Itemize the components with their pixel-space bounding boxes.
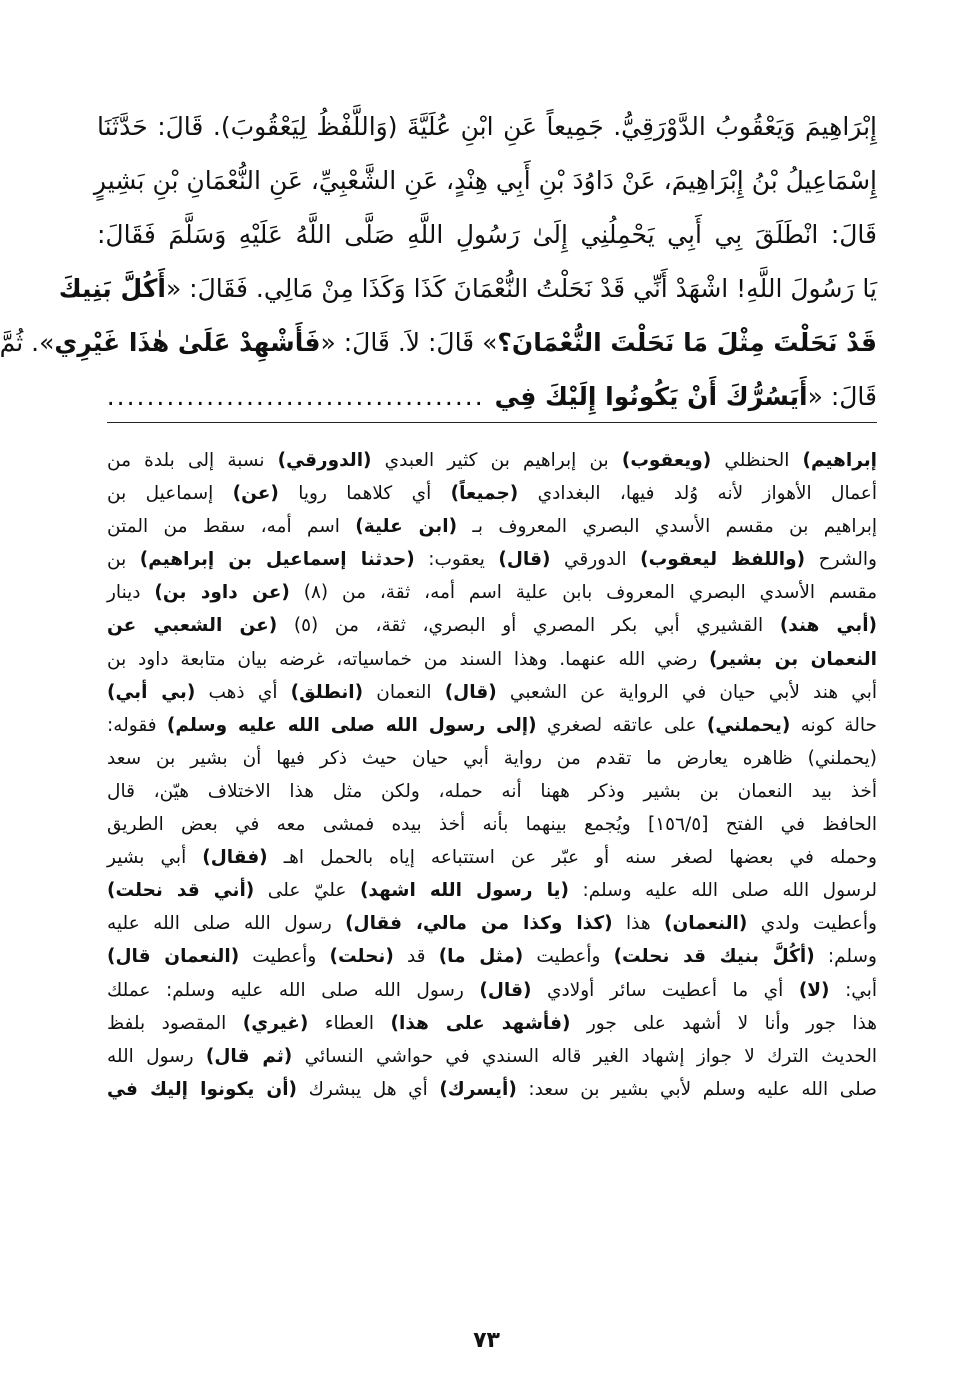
footnote-divider bbox=[107, 422, 877, 423]
commentary-line: أبي هند لأبي حيان في الرواية عن الشعبي (قال) النعمان (انطلق) أي ذهب (بي أبي) bbox=[107, 681, 878, 703]
commentary-line: (يحملني) ظاهره يعارض ما تقدم من رواية أبي حيان حيث ذكر فيها أن بشير بن سعد bbox=[107, 747, 877, 769]
commentary-line: الحافظ في الفتح [١٥٦/٥] ويُجمع بينهما بأنه أخذ بيده فمشى معه في بعض الطريق bbox=[107, 814, 877, 836]
commentary-line: صلى الله عليه وسلم لأبي بشير بن سعد: (أيسرك) أي هل يبشرك (أن يكونوا إليك في bbox=[107, 1078, 877, 1100]
continuation-dots: ...................................... bbox=[106, 382, 485, 411]
hadith-line: إِسْمَاعِيلُ بْنُ إِبْرَاهِيمَ، عَنْ دَاوُدَ بْنِ أَبِي هِنْدٍ، عَنِ الشَّعْبِيِّ، عَنِ النُّعْمَانِ بْنِ بَشِيرٍ bbox=[93, 166, 877, 195]
commentary-line: وأعطيت ولدي (النعمان) هذا (كذا وكذا من مالي، فقال) رسول الله صلى الله عليه bbox=[107, 913, 877, 935]
commentary-line: (أبي هند) القشيري أبي بكر المصري أو البصري، ثقة، من (٥) (عن الشعبي عن bbox=[107, 615, 878, 637]
hadith-line: قَالَ: انْطَلَقَ بِي أَبِي يَحْمِلُنِي إِلَىٰ رَسُولِ اللَّهِ صَلَّى اللَّهُ عَلَيْهِ وَسَلَّمَ فَقَالَ: bbox=[97, 220, 877, 249]
commentary-line: هذا جور وأنا لا أشهد على جور (فأشهد على هذا) العطاء (غيري) المقصود بلفظ bbox=[107, 1012, 877, 1034]
hadith-line: يَا رَسُولَ اللَّهِ! اشْهَدْ أَنِّي قَدْ نَحَلْتُ النُّعْمَانَ كَذَا وَكَذَا مِنْ مَالِي. فَقَالَ: «أَكُلَّ بَنِيكَ bbox=[58, 274, 877, 303]
hadith-text bbox=[0, 100, 877, 424]
hadith-line: قَدْ نَحَلْتَ مِثْلَ مَا نَحَلْتَ النُّعْمَانَ؟» قَالَ: لاَ. قَالَ: «فَأَشْهِدْ عَلَىٰ هٰذَا غَيْرِي». ثُمَّ bbox=[0, 328, 877, 357]
commentary-line: أعمال الأهواز لأنه وُلد فيها، البغدادي (جميعاً) أي كلاهما رويا (عن) إسماعيل بن bbox=[107, 483, 877, 505]
commentary-line: لرسول الله صلى الله عليه وسلم: (يا رسول الله اشهد) عليّ على (أني قد نحلت) bbox=[107, 880, 877, 902]
commentary-line: النعمان بن بشير) رضي الله عنهما. وهذا السند من خماسياته، غرضه بيان متابعة داود بن bbox=[107, 648, 877, 670]
commentary-line: أخذ بيد النعمان بن بشير وذكر ههنا أنه حمله، ولكن مثل هذا الاختلاف هيّن، قال bbox=[107, 780, 877, 802]
hadith-line: قَالَ: «أَيَسُرُّكَ أَنْ يَكُونُوا إِلَيْكَ فِي...................................... bbox=[97, 370, 877, 424]
commentary-line: وسلم: (أكُلَّ بنيك قد نحلت) وأعطيت (مثل ما) قد (نحلت) وأعطيت (النعمان قال) bbox=[107, 946, 877, 968]
commentary-line: إبراهيم) الحنظلي (ويعقوب) بن إبراهيم بن كثير العبدي (الدورقي) نسبة إلى بلدة من bbox=[107, 450, 877, 471]
hadith-line: إِبْرَاهِيمَ وَيَعْقُوبُ الدَّوْرَقِيُّ. جَمِيعاً عَنِ ابْنِ عُلَيَّةَ (وَاللَّفْظُ لِيَعْقُوبَ). قَالَ: حَدَّثَنَا bbox=[97, 112, 877, 141]
commentary-line: حالة كونه (يحملني) على عاتقه لصغري (إلى رسول الله صلى الله عليه وسلم) فقوله: bbox=[107, 714, 877, 736]
commentary-line: أبي: (لا) أي ما أعطيت سائر أولادي (قال) رسول الله صلى الله عليه وسلم: عملك bbox=[107, 979, 878, 1001]
commentary-line: إبراهيم بن مقسم الأسدي البصري المعروف بـ (ابن علية) اسم أمه، سقط من المتن bbox=[107, 516, 877, 538]
commentary-text bbox=[107, 444, 877, 1106]
commentary-line: الحديث الترك لا جواز إشهاد الغير قاله السندي في حواشي النسائي (ثم قال) رسول الله bbox=[107, 1045, 877, 1067]
commentary-line: وحمله في بعضها لصغر سنه أو عبّر عن استتباعه إياه بالحمل اهـ (فقال) أبي بشير bbox=[107, 847, 877, 869]
commentary-line: والشرح (واللفظ ليعقوب) الدورقي (قال) يعقوب: (حدثنا إسماعيل بن إبراهيم) بن bbox=[107, 549, 877, 571]
page-number: ٧٣ bbox=[473, 1328, 500, 1353]
commentary-line: مقسم الأسدي البصري المعروف بابن علية اسم أمه، ثقة، من (٨) (عن داود بن) دينار bbox=[107, 582, 877, 604]
